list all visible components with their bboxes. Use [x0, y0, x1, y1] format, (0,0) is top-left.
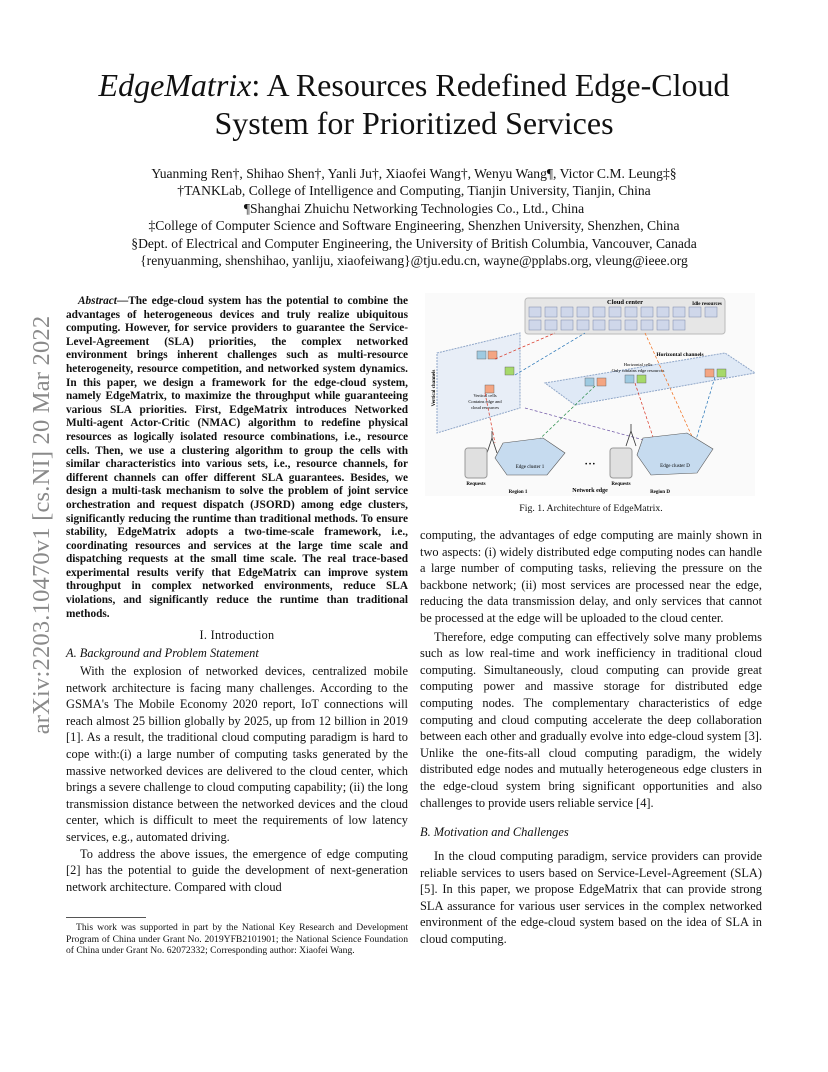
label-requests-left: Requests	[466, 482, 486, 487]
label-horizontal-cells: Horizontal cells	[623, 362, 653, 367]
footnote: This work was supported in part by the National Key Research and Development Program of China under Grant No. 2019YFB2101901; the National Science Foundation of China under Grant No. 62072332; Corresponding author: Xiaofei Wang.	[66, 922, 408, 957]
figure-caption: Fig. 1. Architechture of EdgeMatrix.	[519, 503, 663, 514]
arxiv-id: arXiv:2203.10470v1 [cs.NI] 20 Mar 2022	[28, 315, 55, 735]
label-cloud-resources: cloud resources	[470, 405, 500, 410]
label-cloud-center: Cloud center	[607, 299, 643, 306]
footnote-rule	[66, 917, 146, 918]
paragraph-4: Therefore, edge computing can effectively solve many problems such as low real-time and work inefficiency in traditional cloud computing. Simultaneously, cloud computing can provide great computing power and massive storage for distributed edge computing nodes. The complementary characteristics of edge computing and cloud computing accelerate the deep collaboration between each other and gradually evolve into edge-cloud system [3]. Unlike the one-fits-all cloud computing paradigm, the widely distributed edge nodes and mutually heterogeneous edge clusters in the edge-cloud system bring significant opportunities and also challenges to provide users reliable service [4].	[420, 629, 762, 810]
label-dots: • • •	[585, 462, 595, 468]
affiliation-1: †TANKLab, College of Intelligence and Computing, Tianjin University, Tianjin, China	[177, 183, 651, 199]
paragraph-1: With the explosion of networked devices, centralized mobile network architecture is facing many challenges. According to the GSMA's The Mobile Economy 2020 report, IoT connections will reach almost 25 billion globally by 2025, up from 12 billion in 2019 [1]. As a result, the traditional cloud computing paradigm is hard to cope with:(i) a large number of computing tasks generated by the massive networked devices are delivered to the cloud center, which brings a severe challenge to cloud computing capability; (ii) the long transmission distance between the networked devices and the cloud center, which is difficult to meet the requirements of low latency services, e.g., automated driving.	[66, 664, 408, 844]
label-horizontal-channels: Horizontal channels	[656, 352, 704, 358]
label-edge-cluster-d: Edge cluster D	[660, 464, 690, 469]
label-network-edge: Network edge	[572, 488, 608, 494]
left-column	[66, 628, 408, 895]
requests-device-left	[465, 448, 487, 478]
requests-device-right	[610, 448, 632, 478]
paragraph-5: In the cloud computing paradigm, service providers can provide reliable services to users based on Service-Level-Agreement (SLA) [5]. In this paper, we propose EdgeMatrix that can provide strong SLA assurance for various user services in the complex networked environment of the edge-cloud system based on the idea of SLA in cloud computing.	[420, 849, 762, 947]
abstract-label: Abstract	[78, 295, 117, 307]
author-names: Yuanming Ren†, Shihao Shen†, Yanli Ju†, Xiaofei Wang†, Wenyu Wang¶, Victor C.M. Leung‡§	[151, 166, 677, 181]
author-block	[60, 165, 768, 269]
label-edge-cluster-1: Edge cluster 1	[515, 465, 545, 470]
affiliation-2: ¶Shanghai Zhuichu Networking Technologies Co., Ltd., China	[243, 200, 585, 216]
abstract-text: —The edge-cloud system has the potential to combine the advantages of heterogeneous devices and truly realize ubiquitous computing. However, for service providers to guarantee the Service-Level-Agreement (SLA) priorities, the complex networked environment brings inherent challenges such as multi-resource heterogeneity, resource competition, and networked system dynamics. In this paper, we design a framework for the edge-cloud system, namely EdgeMatrix, to maximize the throughput while guaranteeing various SLA priorities. First, EdgeMatrix introduces Networked Multi-agent Actor-Critic (NMAC) algorithm to redefine physical resources as logically isolated resource combinations, i.e., resource cells. Then, we use a clustering algorithm to group the cells with similar characteristics into various sets, i.e., resource channels, for different channels can offer different SLA guarantees. Besides, we design a multi-task mechanism to solve the problem of joint service orchestration and request dispatch (JSORD) among edge clusters, significantly reducing the runtime than traditional methods. To ensure stability, EdgeMatrix adopts a two-time-scale framework, i.e., coordinating resources and services at the large time scale and dispatching requests at the small time scale. The real trace-based experimental results verify that EdgeMatrix can improve system throughput in complex networked environments, reduce SLA violations, and significantly reduce the runtime than traditional methods.	[66, 295, 408, 620]
author-emails: {renyuanming, shenshihao, yanliju, xiaofeiwang}@tju.edu.cn, wayne@pplabs.org, vleung@ieee.org	[140, 253, 688, 269]
right-column	[420, 527, 762, 948]
section-heading-introduction: I. Introduction	[199, 628, 275, 642]
arxiv-stamp	[12, 290, 72, 760]
label-only-edge: Only contains edge resources	[611, 368, 665, 373]
subsection-heading-b: B. Motivation and Challenges	[420, 825, 569, 840]
label-requests-right: Requests	[611, 482, 631, 487]
label-vertical-channels: Vertical channels	[432, 369, 437, 407]
abstract	[66, 295, 408, 621]
affiliation-4: §Dept. of Electrical and Computer Engineering, the University of British Columbia, Vancouver, Canada	[131, 235, 697, 251]
label-region-d: Region D	[650, 490, 670, 495]
label-vertical-cells: Vertical cells	[473, 393, 497, 398]
label-region-1: Region 1	[508, 490, 528, 495]
affiliation-3: ‡College of Computer Science and Software Engineering, Shenzhen University, Shenzhen, China	[148, 218, 680, 234]
paragraph-3: computing, the advantages of edge computing are mainly shown in two aspects: (i) widely distributed edge computing nodes can handle a large number of computing tasks, relieving the pressure on the backbone network; (ii) most services are processed near the edge, reducing the data transmission delay, and only services that cannot be processed at the edge will be uploaded to the cloud center.	[420, 528, 762, 625]
title-line2: System for Prioritized Services	[214, 105, 614, 141]
label-contains-edge-and: Contains edge and	[468, 399, 502, 404]
title-line1: : A Resources Redefined Edge-Cloud	[251, 67, 730, 103]
subsection-heading-a: A. Background and Problem Statement	[66, 646, 259, 660]
architecture-figure	[425, 293, 755, 496]
label-idle-resources: Idle resources	[692, 302, 722, 307]
paragraph-2: To address the above issues, the emergence of edge computing [2] has the potential to guide the development of next-generation network architecture. Compared with cloud	[66, 846, 408, 894]
title-italic: EdgeMatrix	[98, 67, 252, 103]
paper-title	[60, 66, 768, 142]
